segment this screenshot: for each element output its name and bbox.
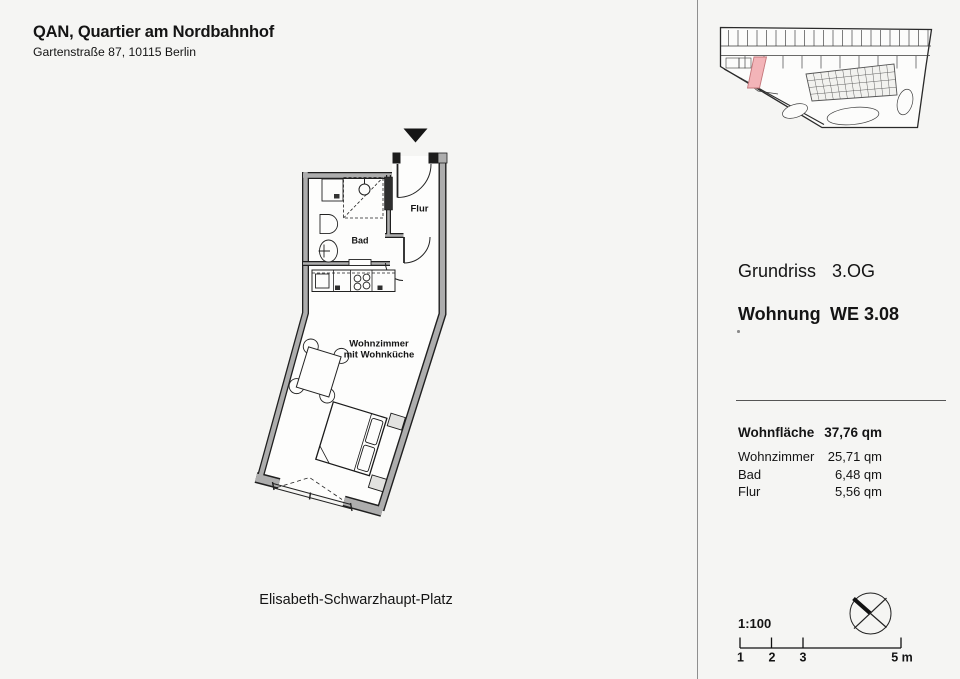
kitchen-unit: [312, 270, 395, 292]
room-label-flur: Flur: [410, 203, 429, 215]
area-row-value: 5,56 qm: [835, 484, 882, 499]
bath-door-threshold: [349, 260, 371, 266]
area-total-value: 37,76 qm: [824, 425, 882, 440]
unit-label: Wohnung: [738, 304, 821, 324]
kitchen-sink: [316, 274, 330, 288]
scale-ratio: 1:100: [738, 616, 772, 631]
scale-tick-5m: 5 m: [891, 650, 913, 665]
unit-value: WE 3.08: [830, 304, 900, 324]
scale-tick-1: 1: [737, 650, 744, 665]
area-row-label: Flur: [738, 484, 761, 499]
stray-mark: [737, 330, 740, 333]
room-label-living-1: Wohnzimmer: [349, 338, 409, 350]
room-label-living-2: mit Wohnküche: [343, 349, 415, 361]
shower-drain: [359, 184, 370, 195]
floor-value: 3.OG: [832, 261, 876, 281]
area-row-value: 6,48 qm: [835, 467, 882, 482]
floor-label: Grundriss: [738, 261, 817, 281]
shaft: [385, 177, 393, 210]
project-title: QAN, Quartier am Nordbahnhof: [33, 23, 274, 41]
site-key-plan: [710, 16, 945, 136]
washer: [322, 179, 343, 201]
floorplan-drawing: [250, 118, 460, 520]
room-label-bad: Bad: [351, 235, 369, 246]
compass-icon: [850, 593, 891, 634]
area-total-label: Wohnfläche: [738, 425, 815, 440]
area-row-label: Bad: [738, 467, 762, 482]
scale-tick-2: 2: [768, 650, 776, 665]
area-row-value: 25,71 qm: [827, 449, 882, 464]
project-address: Gartenstraße 87, 10115 Berlin: [33, 45, 197, 59]
basin: [320, 215, 338, 234]
entrance-marker-icon: [404, 129, 428, 143]
street-label: Elisabeth-Schwarzhaupt-Platz: [259, 592, 453, 608]
scale-bar: [728, 588, 950, 672]
scale-tick-3: 3: [799, 650, 807, 665]
table-rule: [736, 400, 946, 401]
panel-divider: [697, 0, 698, 679]
area-row-label: Wohnzimmer: [738, 449, 815, 464]
header: [33, 23, 274, 59]
